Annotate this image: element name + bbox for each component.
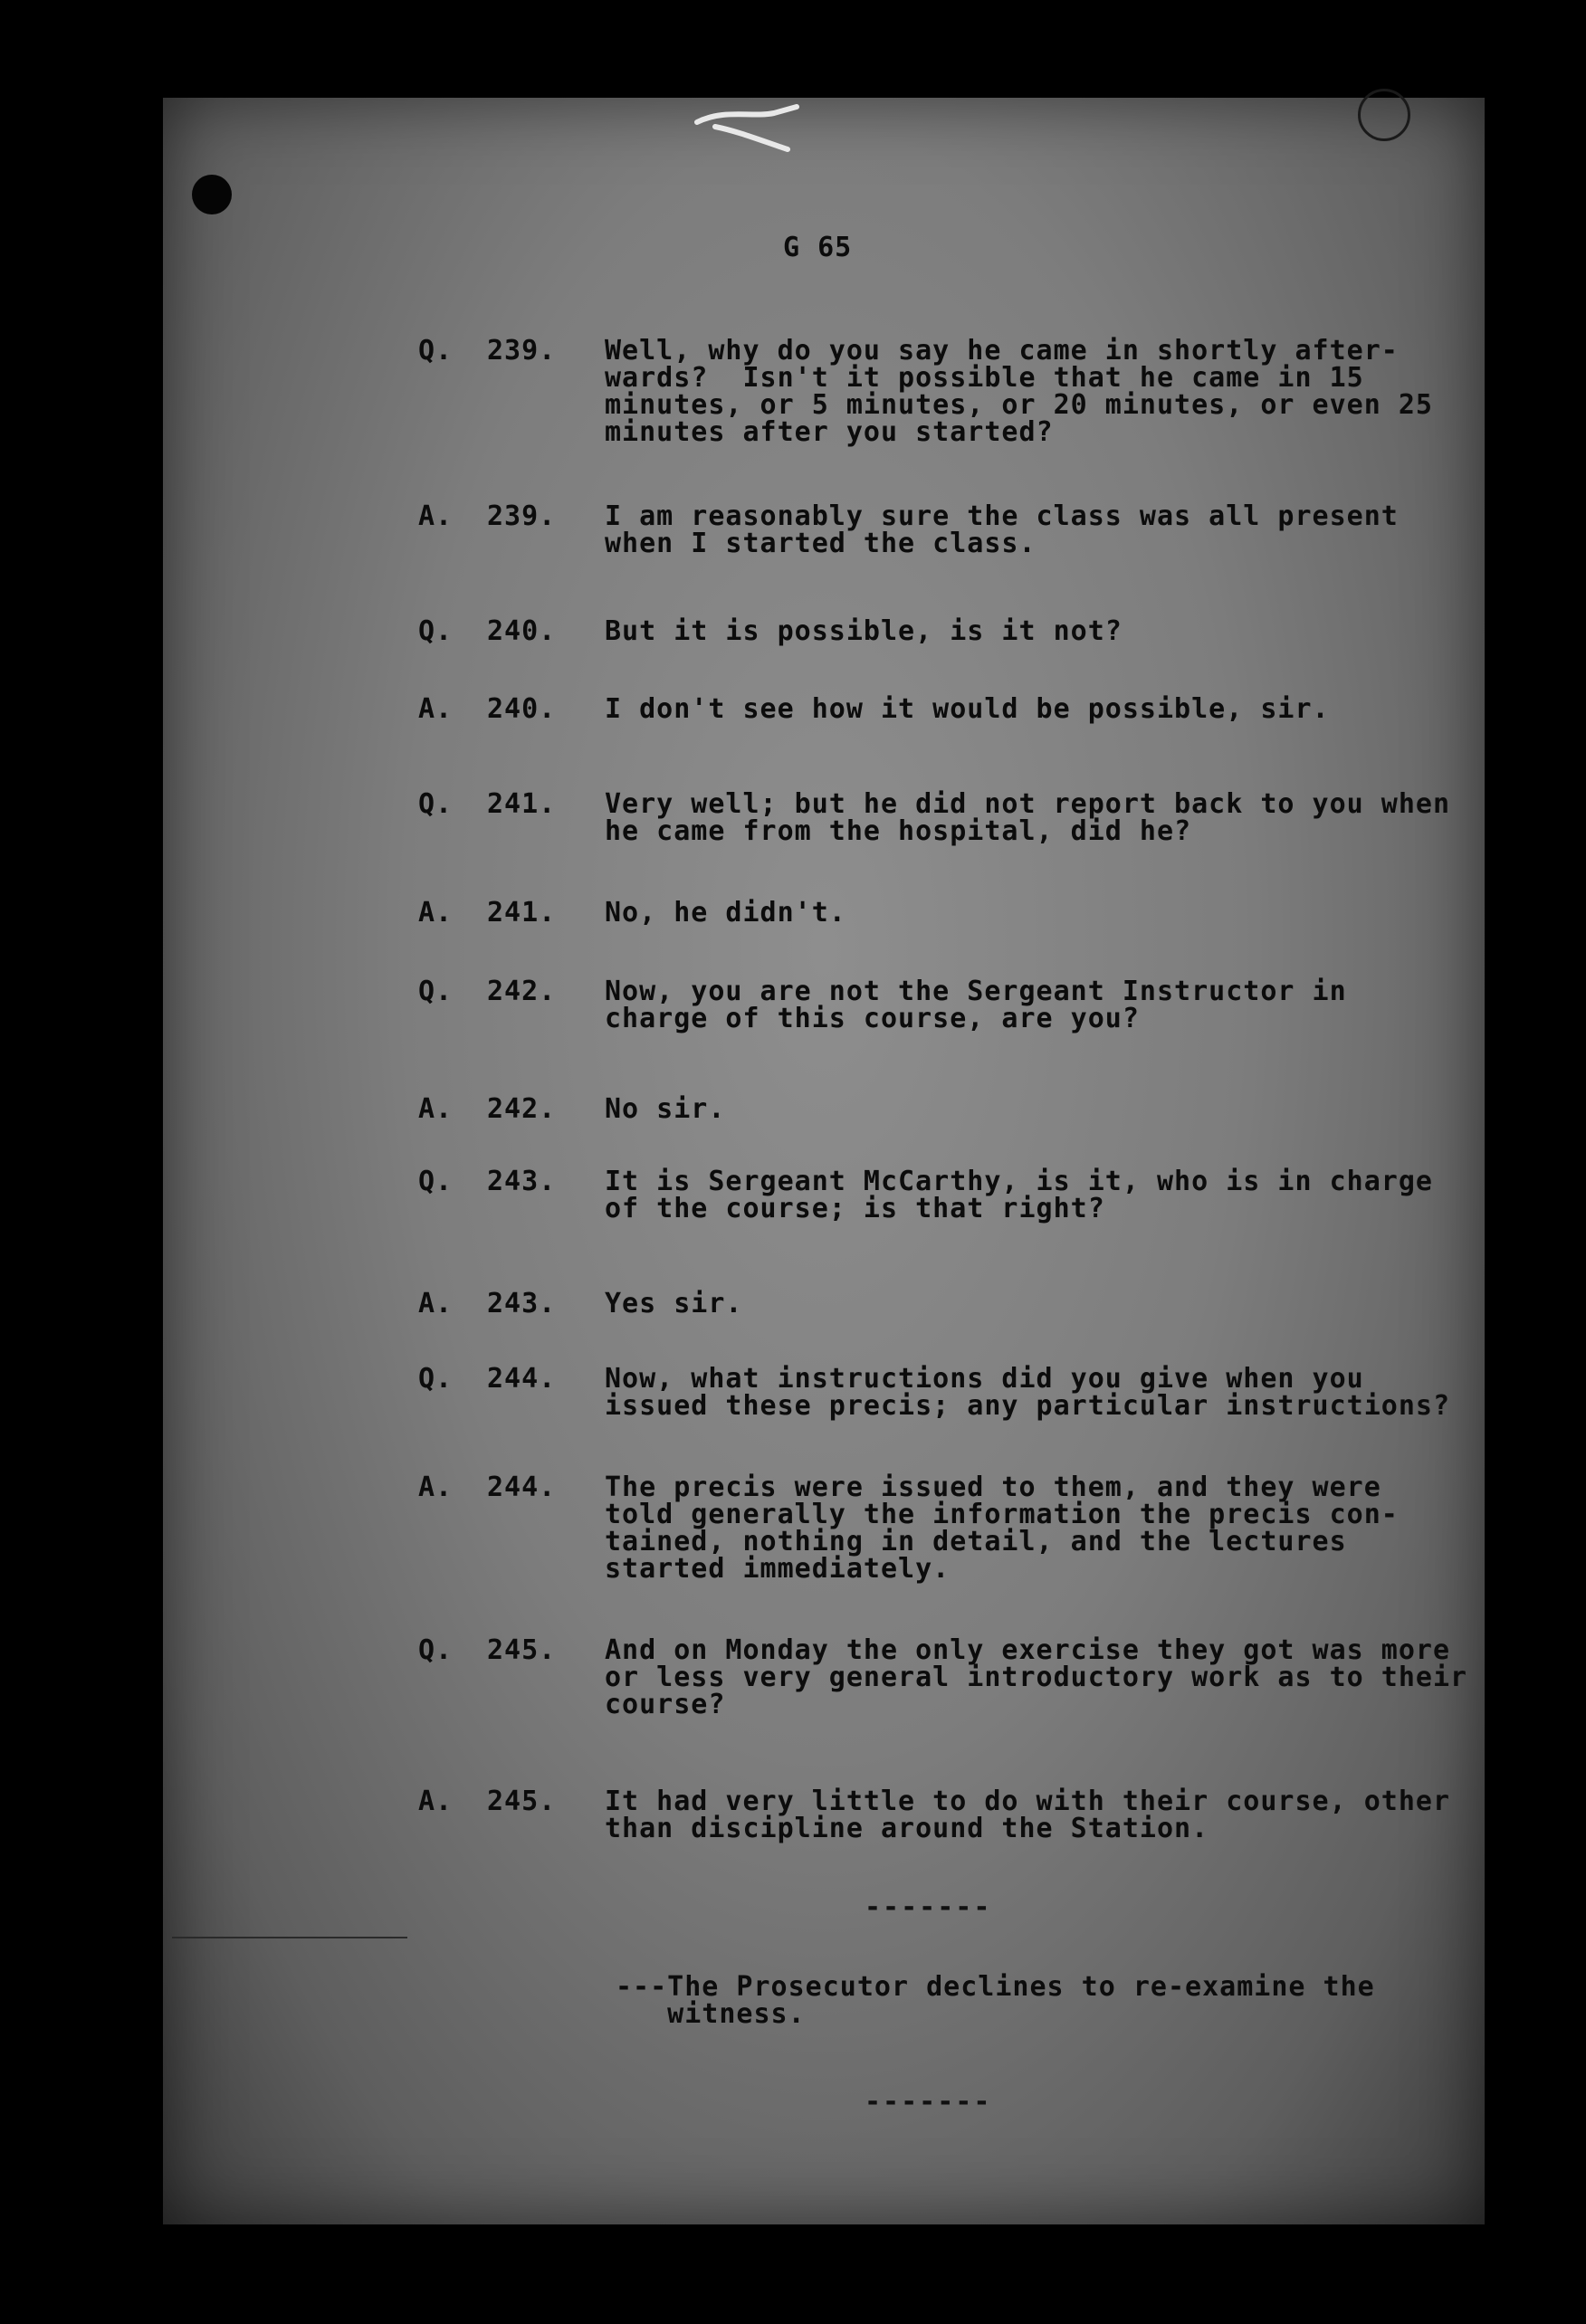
question-text-line: It is Sergeant McCarthy, is it, who is in charge	[605, 1166, 1433, 1197]
entry-number: 242.	[487, 1093, 557, 1125]
answer-text-line: I am reasonably sure the class was all present	[605, 500, 1399, 532]
answer-text-line: tained, nothing in detail, and the lectures	[605, 1526, 1347, 1557]
question-text-line: Well, why do you say he came in shortly after-	[605, 335, 1399, 367]
question-marker: Q.	[418, 615, 454, 647]
question-text-line: And on Monday the only exercise they got was more	[605, 1634, 1451, 1666]
entry-number: 241.	[487, 897, 557, 929]
closing-line: witness.	[616, 1998, 806, 2030]
entry-number: 241.	[487, 788, 557, 820]
page-number: G 65	[783, 232, 853, 263]
question-text-line: or less very general introductory work as to their	[605, 1662, 1468, 1693]
question-text-line: But it is possible, is it not?	[605, 615, 1123, 647]
answer-text-line: No sir.	[605, 1093, 726, 1125]
answer-text-line: Yes sir.	[605, 1288, 743, 1319]
entry-number: 243.	[487, 1288, 557, 1319]
entry-number: 239.	[487, 500, 557, 532]
entry-number: 244.	[487, 1472, 557, 1503]
entry-number: 242.	[487, 976, 557, 1007]
entry-number: 239.	[487, 335, 557, 367]
separator: -------	[865, 2086, 992, 2118]
question-text-line: wards? Isn't it possible that he came in 15	[605, 362, 1364, 394]
answer-text-line: told generally the information the precis con-	[605, 1499, 1399, 1530]
answer-text-line: I don't see how it would be possible, sir.	[605, 693, 1330, 725]
answer-text-line: It had very little to do with their course, other	[605, 1786, 1451, 1817]
entry-number: 245.	[487, 1634, 557, 1666]
punch-hole	[192, 175, 232, 214]
question-text-line: minutes, or 5 minutes, or 20 minutes, or even 25	[605, 389, 1433, 421]
separator: -------	[865, 1891, 992, 1923]
question-text-line: he came from the hospital, did he?	[605, 815, 1192, 847]
answer-text-line: No, he didn't.	[605, 897, 846, 929]
answer-text-line: The precis were issued to them, and they were	[605, 1472, 1381, 1503]
question-marker: Q.	[418, 1634, 454, 1666]
question-text-line: issued these precis; any particular instructions?	[605, 1390, 1451, 1422]
entry-number: 240.	[487, 693, 557, 725]
question-marker: Q.	[418, 335, 454, 367]
question-marker: Q.	[418, 1363, 454, 1395]
handwritten-mark	[688, 100, 815, 163]
answer-text-line: started immediately.	[605, 1553, 951, 1585]
entry-number: 245.	[487, 1786, 557, 1817]
question-marker: Q.	[418, 788, 454, 820]
question-text-line: Now, you are not the Sergeant Instructor in	[605, 976, 1347, 1007]
answer-marker: A.	[418, 693, 454, 725]
question-marker: Q.	[418, 976, 454, 1007]
margin-rule	[172, 1937, 407, 1938]
question-text-line: minutes after you started?	[605, 416, 1054, 448]
answer-marker: A.	[418, 1472, 454, 1503]
question-text-line: of the course; is that right?	[605, 1193, 1105, 1224]
entry-number: 244.	[487, 1363, 557, 1395]
question-text-line: Now, what instructions did you give when you	[605, 1363, 1364, 1395]
entry-number: 243.	[487, 1166, 557, 1197]
question-text-line: charge of this course, are you?	[605, 1003, 1140, 1034]
question-text-line: Very well; but he did not report back to you when	[605, 788, 1451, 820]
answer-text-line: than discipline around the Station.	[605, 1813, 1209, 1844]
answer-text-line: when I started the class.	[605, 528, 1037, 559]
entry-number: 240.	[487, 615, 557, 647]
answer-marker: A.	[418, 1288, 454, 1319]
closing-line: ---The Prosecutor declines to re-examine the	[616, 1971, 1375, 2003]
answer-marker: A.	[418, 1786, 454, 1817]
question-marker: Q.	[418, 1166, 454, 1197]
answer-marker: A.	[418, 500, 454, 532]
question-text-line: course?	[605, 1689, 726, 1720]
answer-marker: A.	[418, 897, 454, 929]
answer-marker: A.	[418, 1093, 454, 1125]
corner-stamp	[1358, 89, 1410, 141]
